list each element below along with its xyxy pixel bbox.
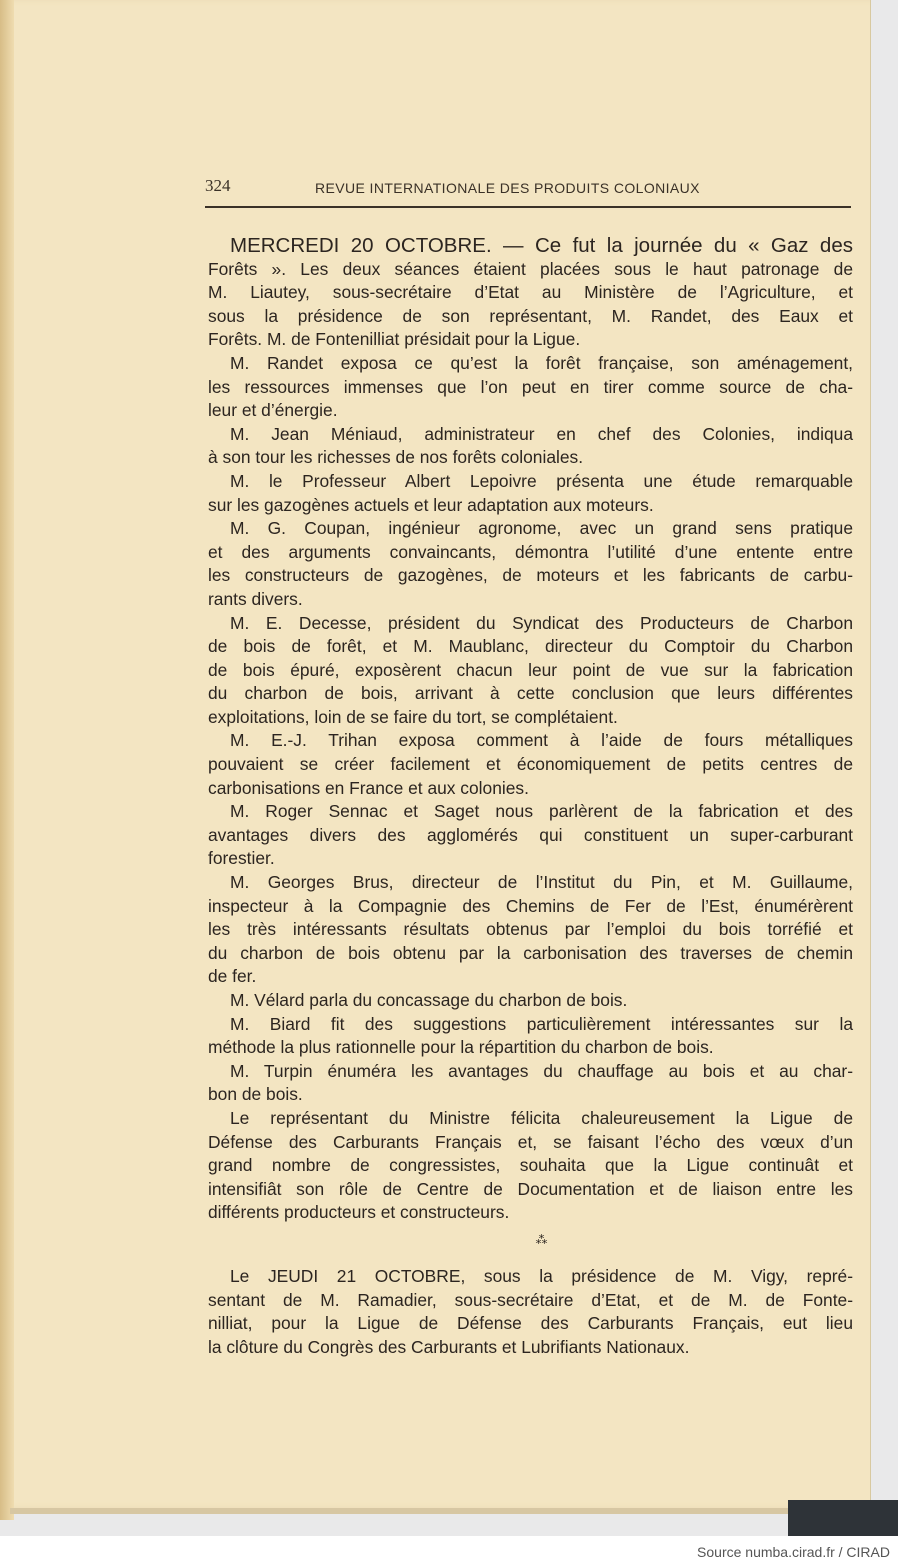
- text-line: MERCREDI 20 OCTOBRE. — Ce fut la journée du « Gaz des: [230, 234, 853, 257]
- paragraph: [208, 612, 853, 730]
- text-line: M. Randet exposa ce qu’est la forêt française, son aménagement,: [230, 352, 853, 373]
- header-rule: [205, 206, 851, 208]
- paragraph: [208, 234, 853, 352]
- text-line: bon de bois.: [208, 1084, 303, 1105]
- article-body: [208, 234, 853, 1359]
- page-edge: [10, 1508, 870, 1514]
- text-line: inspecteur à la Compagnie des Chemins de Fer de l’Est, énumérèrent: [208, 895, 853, 916]
- section-separator: ⁂: [535, 1232, 548, 1247]
- text-line: sentant de M. Ramadier, sous-secrétaire d’Etat, et de M. de Fonte-: [208, 1289, 853, 1310]
- text-line: M. Turpin énuméra les avantages du chauffage au bois et au char-: [230, 1060, 853, 1081]
- source-credit: Source numba.cirad.fr / CIRAD: [697, 1544, 890, 1560]
- text-line: leur et d’énergie.: [208, 400, 338, 421]
- text-line: avantages divers des agglomérés qui constituent un super-carburant: [208, 824, 853, 845]
- text-line: M. Georges Brus, directeur de l’Institut du Pin, et M. Guillaume,: [230, 872, 853, 893]
- text-line: et des arguments convaincants, démontra l’utilité d’une entente entre: [208, 541, 853, 562]
- text-line: sur les gazogènes actuels et leur adaptation aux moteurs.: [208, 494, 654, 515]
- text-line: M. Biard fit des suggestions particulièrement intéressantes sur la: [230, 1013, 853, 1034]
- text-line: Forêts. M. de Fontenilliat présidait pour la Ligue.: [208, 329, 581, 350]
- text-line: pouvaient se créer facilement et économiquement de petits centres de: [208, 754, 853, 775]
- text-line: carbonisations en France et aux colonies.: [208, 777, 529, 798]
- text-line: M. E. Decesse, président du Syndicat des Producteurs de Charbon: [230, 612, 853, 633]
- text-line: M. Roger Sennac et Saget nous parlèrent de la fabrication et des: [230, 801, 853, 822]
- text-line: Le JEUDI 21 OCTOBRE, sous la présidence de M. Vigy, repré-: [230, 1265, 853, 1286]
- page-spine-shadow: [0, 0, 14, 1520]
- paragraph: [208, 729, 853, 800]
- paragraph: [208, 871, 853, 989]
- text-line: sous la présidence de son représentant, M. Randet, des Eaux et: [208, 305, 853, 326]
- text-line: de bois de forêt, et M. Maublanc, directeur du Comptoir du Charbon: [208, 636, 853, 657]
- text-line: du charbon de bois, arrivant à cette conclusion que leurs différentes: [208, 683, 853, 704]
- text-line: Forêts ». Les deux séances étaient placées sous le haut patronage de: [208, 258, 853, 279]
- paragraph: [208, 423, 853, 470]
- text-line: les ressources immenses que l’on peut en tirer comme source de cha-: [208, 376, 853, 397]
- text-line: grand nombre de congressistes, souhaita que la Ligue continuât et: [208, 1155, 853, 1176]
- text-line: la clôture du Congrès des Carburants et Lubrifiants Nationaux.: [208, 1336, 690, 1357]
- text-line: de bois épuré, exposèrent chacun leur point de vue sur la fabrication: [208, 659, 853, 680]
- page-number: 324: [205, 176, 231, 195]
- scanner-edge: [788, 1500, 898, 1536]
- text-line: M. Vélard parla du concassage du charbon de bois.: [230, 990, 628, 1010]
- text-line: méthode la plus rationnelle pour la répartition du charbon de bois.: [208, 1037, 714, 1058]
- text-line: à son tour les richesses de nos forêts coloniales.: [208, 447, 584, 468]
- text-line: M. Liautey, sous-secrétaire d’Etat au Ministère de l’Agriculture, et: [208, 282, 853, 303]
- running-title: REVUE INTERNATIONALE DES PRODUITS COLONIAUX: [315, 180, 700, 196]
- text-line: Défense des Carburants Français et, se faisant l’écho des vœux d’un: [208, 1131, 853, 1152]
- text-line: nilliat, pour la Ligue de Défense des Carburants Français, eut lieu: [208, 1313, 853, 1334]
- text-line: M. Jean Méniaud, administrateur en chef des Colonies, indiqua: [230, 423, 853, 444]
- text-line: M. G. Coupan, ingénieur agronome, avec un grand sens pratique: [230, 518, 853, 539]
- paragraph: [208, 470, 853, 517]
- text-line: intensifiât son rôle de Centre de Documentation et de liaison entre les: [208, 1178, 853, 1199]
- paragraph: [208, 1013, 853, 1060]
- paragraph: [208, 800, 853, 871]
- text-line: rants divers.: [208, 588, 303, 609]
- paragraph: [208, 517, 853, 611]
- text-line: du charbon de bois obtenu par la carbonisation des traverses de chemin: [208, 942, 853, 963]
- paragraph: [208, 1107, 853, 1225]
- text-line: forestier.: [208, 848, 275, 869]
- text-line: M. E.-J. Trihan exposa comment à l’aide de fours métalliques: [230, 730, 853, 751]
- text-line: différents producteurs et constructeurs.: [208, 1202, 510, 1223]
- text-line: Le représentant du Ministre félicita chaleureusement la Ligue de: [230, 1107, 853, 1128]
- text-line: les constructeurs de gazogènes, de moteurs et les fabricants de carbu-: [208, 565, 853, 586]
- paragraph: [208, 1060, 853, 1107]
- text-line: les très intéressants résultats obtenus par l’emploi du bois torréfié et: [208, 919, 853, 940]
- text-line: de fer.: [208, 966, 257, 987]
- paragraph: [208, 1265, 853, 1359]
- paragraph: [208, 352, 853, 423]
- paragraph: [230, 989, 853, 1013]
- running-header: [205, 176, 851, 198]
- text-line: M. le Professeur Albert Lepoivre présenta une étude remarquable: [230, 470, 853, 491]
- text-line: exploitations, loin de se faire du tort, se complétaient.: [208, 706, 618, 727]
